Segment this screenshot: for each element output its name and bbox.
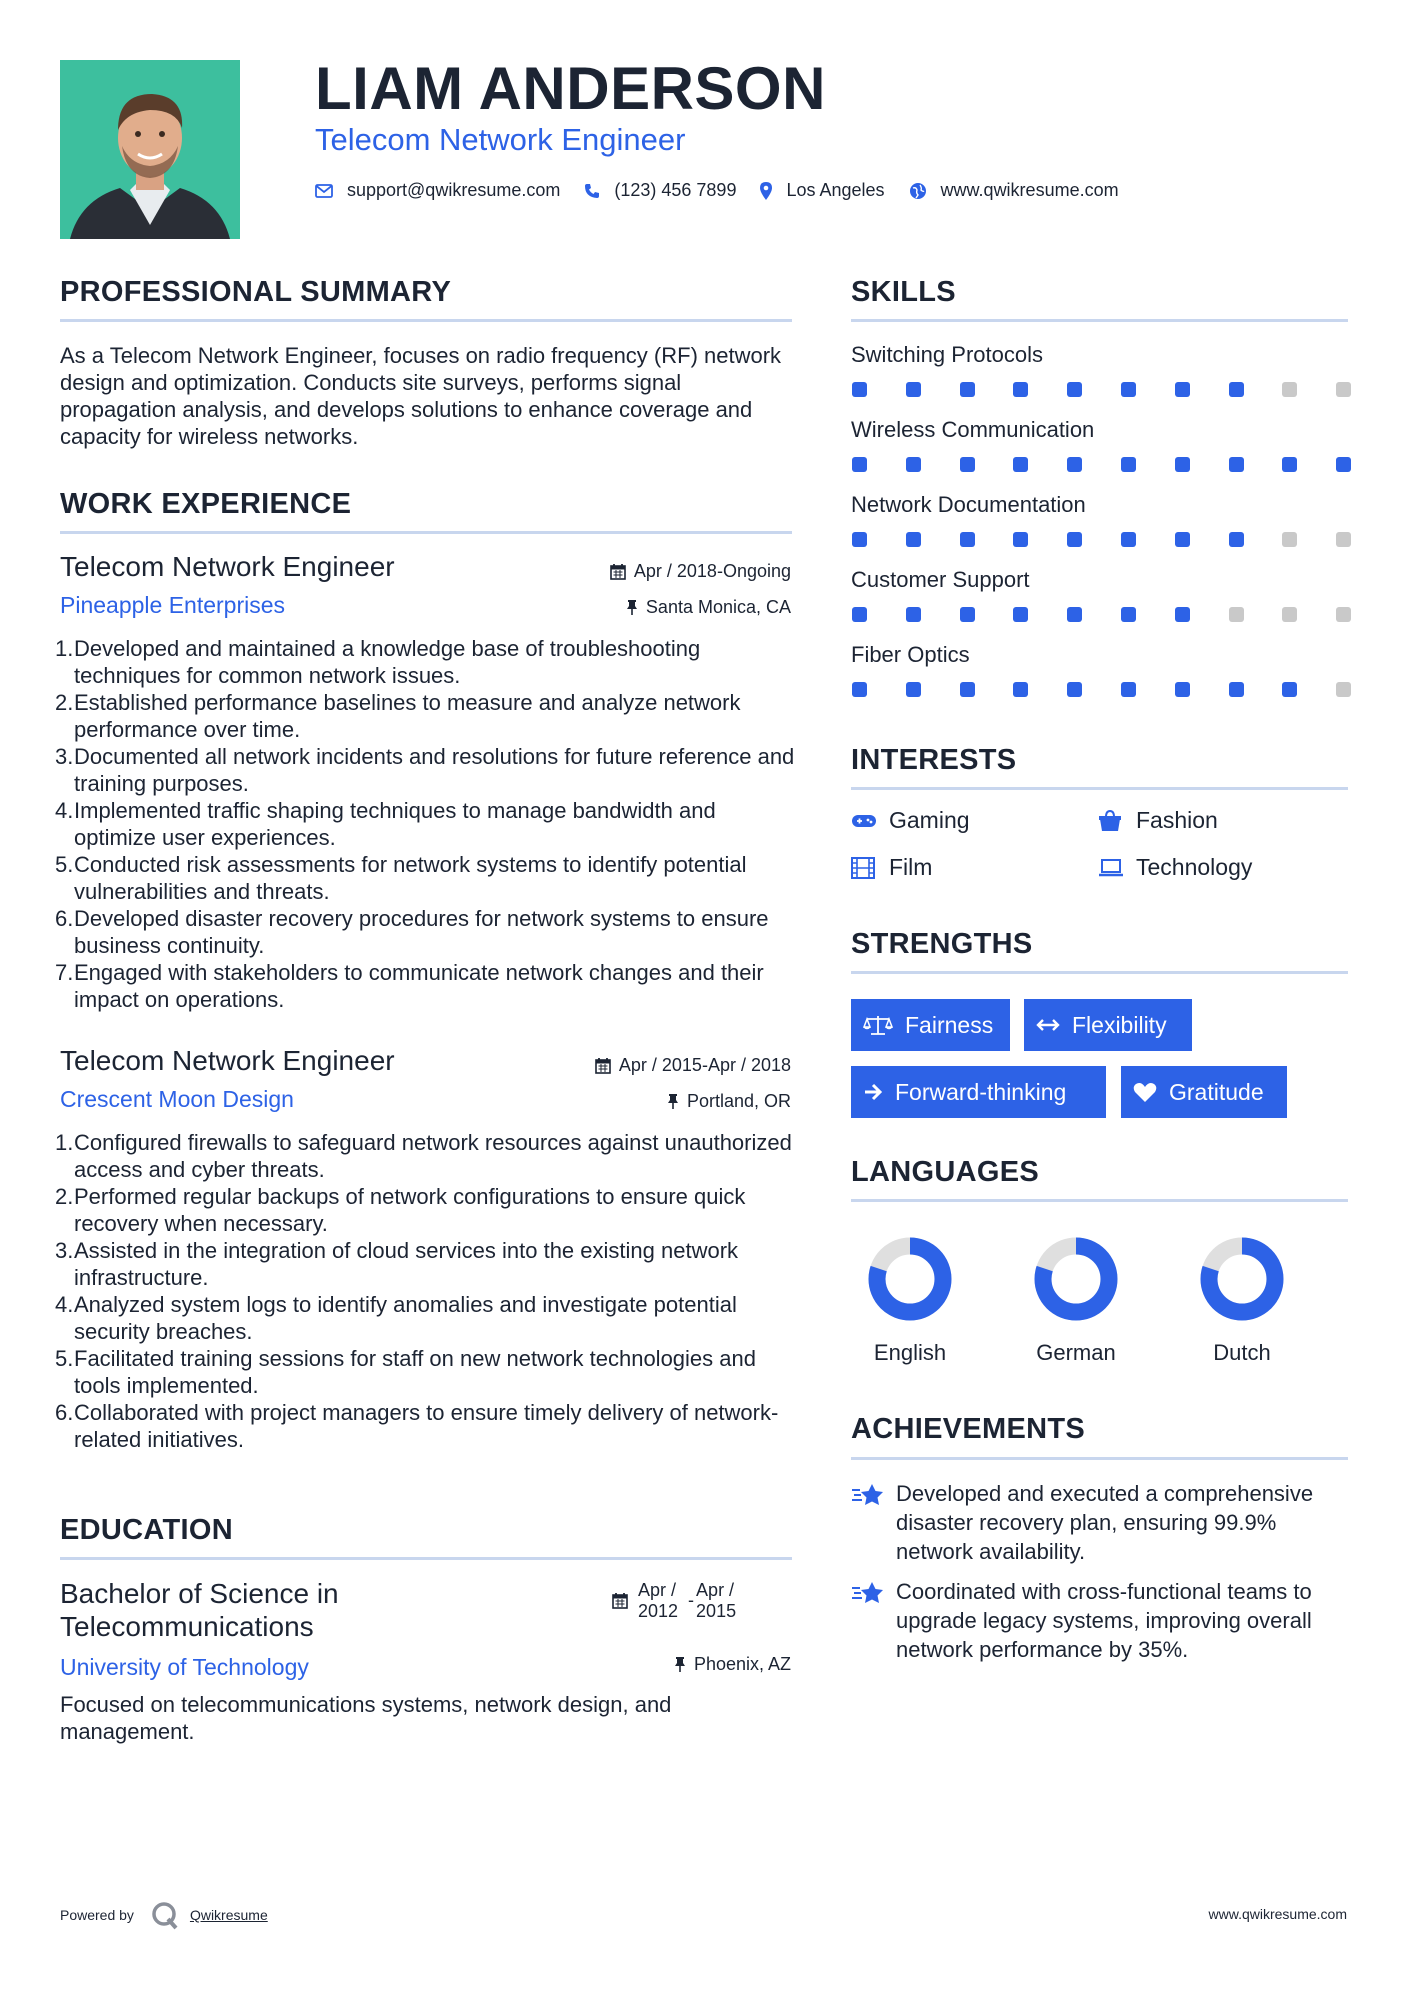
film-icon xyxy=(851,857,881,879)
rating-dot-filled xyxy=(1229,457,1244,472)
language-label: Dutch xyxy=(1213,1340,1271,1365)
rating-dot-filled xyxy=(1067,457,1082,472)
arrows-horizontal-icon xyxy=(1036,1018,1060,1032)
laptop-icon xyxy=(1098,859,1128,877)
language-chart xyxy=(1031,1234,1121,1329)
footer-powered-by xyxy=(60,1900,268,1930)
bullet-number: 6. xyxy=(55,1400,74,1425)
job-dates-text: Apr / 2015-Apr / 2018 xyxy=(618,1055,791,1075)
strength-label: Gratitude xyxy=(1169,1078,1264,1105)
job-location xyxy=(626,597,791,618)
rating-dot-filled xyxy=(906,457,921,472)
bullet-text: Developed disaster recovery procedures for network systems to ensure business continuity. xyxy=(74,906,769,958)
bullet-text: Developed and maintained a knowledge base of troubleshooting techniques for common network issues. xyxy=(74,636,701,688)
calendar-icon xyxy=(610,563,626,580)
rating-dot-filled xyxy=(906,682,921,697)
rating-dot-filled xyxy=(960,457,975,472)
strength-fairness xyxy=(851,999,1010,1051)
job-bullet xyxy=(55,851,795,905)
map-marker-icon xyxy=(760,182,772,200)
language-label: English xyxy=(873,1340,947,1365)
qwikresume-logo-icon xyxy=(150,1900,180,1930)
bullet-text: Facilitated training sessions for staff on new network technologies and tools implemented. xyxy=(74,1346,756,1398)
rating-dot-filled xyxy=(1229,382,1244,397)
rating-dot-filled xyxy=(1067,382,1082,397)
rating-dot-empty xyxy=(1282,532,1297,547)
rating-dot-filled xyxy=(1013,532,1028,547)
job-company: Crescent Moon Design xyxy=(60,1086,294,1112)
job-bullet xyxy=(55,1237,795,1291)
achievement-item xyxy=(851,1479,1351,1566)
powered-by-label: Powered by xyxy=(60,1907,134,1923)
rating-dot-filled xyxy=(852,532,867,547)
language-donut xyxy=(1031,1234,1121,1324)
edu-date-dash: - xyxy=(688,1590,695,1610)
interest-technology xyxy=(1098,854,1252,881)
rating-dot-filled xyxy=(1013,607,1028,622)
education-rule xyxy=(60,1557,792,1560)
job-dates xyxy=(610,561,791,582)
job-bullet xyxy=(55,635,795,689)
rating-dot-empty xyxy=(1336,382,1351,397)
globe-icon xyxy=(909,182,927,200)
job-dates-text: Apr / 2018-Ongoing xyxy=(633,561,791,581)
bullet-number: 7. xyxy=(55,960,74,985)
rating-dot-filled xyxy=(1121,607,1136,622)
job-title: Telecom Network Engineer xyxy=(60,1045,395,1076)
degree-line-1: Bachelor of Science in xyxy=(60,1578,339,1609)
rating-dot-empty xyxy=(1282,382,1297,397)
language-donut xyxy=(1197,1234,1287,1324)
interest-label: Gaming xyxy=(889,807,970,833)
bullet-number: 2. xyxy=(55,690,74,715)
bullet-number: 2. xyxy=(55,1184,74,1209)
skill-rating xyxy=(852,382,1351,397)
balance-scale-icon xyxy=(863,1014,893,1036)
summary-text: As a Telecom Network Engineer, focuses on radio frequency (RF) network design and optimization. Conducts site surveys, performs signal propagation analysis, and develops solutions to enhance coverage and capacity for wireless networks. xyxy=(60,343,782,449)
strength-label: Flexibility xyxy=(1072,1011,1167,1038)
bullet-number: 4. xyxy=(55,1292,74,1317)
interest-label: Technology xyxy=(1136,854,1253,880)
bullet-text: Established performance baselines to measure and analyze network performance over time. xyxy=(74,690,741,742)
skill-rating xyxy=(852,532,1351,547)
skill-name: Fiber Optics xyxy=(851,642,970,667)
rating-dot-filled xyxy=(852,382,867,397)
bullet-number: 4. xyxy=(55,798,74,823)
rating-dot-filled xyxy=(960,607,975,622)
contact-bar xyxy=(315,180,1143,201)
rating-dot-filled xyxy=(852,607,867,622)
rating-dot-filled xyxy=(1229,532,1244,547)
school-name: University of Technology xyxy=(60,1654,309,1680)
rating-dot-filled xyxy=(1282,457,1297,472)
bullet-number: 1. xyxy=(55,1130,74,1155)
bullet-number: 3. xyxy=(55,1238,74,1263)
contact-email[interactable]: support@qwikresume.com xyxy=(347,180,561,200)
interest-label: Film xyxy=(889,854,933,880)
rating-dot-filled xyxy=(852,457,867,472)
contact-phone[interactable]: (123) 456 7899 xyxy=(614,180,737,200)
achievement-item xyxy=(851,1577,1351,1664)
skill-name: Wireless Communication xyxy=(851,417,1095,442)
education-location-text: Phoenix, AZ xyxy=(693,1654,791,1674)
skill-name: Switching Protocols xyxy=(851,342,1043,367)
email-icon xyxy=(315,184,333,198)
arrow-right-icon xyxy=(863,1083,883,1101)
language-chart xyxy=(1197,1234,1287,1329)
bullet-text: Documented all network incidents and resolutions for future reference and training purposes. xyxy=(74,744,795,796)
calendar-icon xyxy=(595,1057,611,1074)
education-description: Focused on telecommunications systems, network design, and management. xyxy=(60,1692,672,1744)
summary-rule xyxy=(60,319,792,322)
job-bullet xyxy=(55,1345,795,1399)
strength-label: Fairness xyxy=(905,1011,994,1038)
footer-website[interactable]: www.qwikresume.com xyxy=(1208,1906,1347,1922)
languages-rule xyxy=(851,1199,1348,1202)
degree-line-2: Telecommunications xyxy=(60,1611,314,1642)
language-label: German xyxy=(1036,1340,1116,1365)
job-bullet-list xyxy=(55,1129,795,1453)
rating-dot-filled xyxy=(960,382,975,397)
language-chart xyxy=(865,1234,955,1329)
skill-rating xyxy=(852,457,1351,472)
job-bullet xyxy=(55,689,795,743)
rating-dot-empty xyxy=(1336,532,1351,547)
interest-film xyxy=(851,854,932,881)
job-bullet xyxy=(55,1291,795,1345)
rating-dot-filled xyxy=(1336,457,1351,472)
bullet-number: 5. xyxy=(55,852,74,877)
rating-dot-filled xyxy=(960,532,975,547)
strength-gratitude xyxy=(1121,1066,1287,1118)
rating-dot-filled xyxy=(1013,382,1028,397)
skill-rating xyxy=(852,607,1351,622)
bullet-text: Engaged with stakeholders to communicate network changes and their impact on operations. xyxy=(74,960,764,1012)
contact-location: Los Angeles xyxy=(786,180,885,200)
phone-icon xyxy=(584,183,600,199)
qwikresume-link[interactable]: Qwikresume xyxy=(189,1907,268,1923)
bullet-text: Conducted risk assessments for network systems to identify potential vulnerabilities and threats. xyxy=(74,852,747,904)
education-dates xyxy=(612,1580,736,1622)
rating-dot-filled xyxy=(906,382,921,397)
strength-flexibility xyxy=(1024,999,1192,1051)
rating-dot-filled xyxy=(1175,532,1190,547)
achievement-text: Developed and executed a comprehensive disaster recovery plan, ensuring 99.9% network availability. xyxy=(896,1481,1314,1564)
strength-label: Forward-thinking xyxy=(895,1078,1067,1105)
job-location-text: Portland, OR xyxy=(686,1091,791,1111)
skills-rule xyxy=(851,319,1348,322)
job-location-text: Santa Monica, CA xyxy=(645,597,791,617)
candidate-title: Telecom Network Engineer xyxy=(315,122,686,157)
summary-heading: PROFESSIONAL SUMMARY xyxy=(60,276,452,308)
job-bullet xyxy=(55,1399,795,1453)
strength-forward-thinking xyxy=(851,1066,1106,1118)
bullet-number: 6. xyxy=(55,906,74,931)
job-bullet xyxy=(55,797,795,851)
achievements-rule xyxy=(851,1457,1348,1460)
job-bullet xyxy=(55,1183,795,1237)
rating-dot-empty xyxy=(1229,607,1244,622)
rating-dot-filled xyxy=(1175,607,1190,622)
rating-dot-filled xyxy=(906,532,921,547)
job-bullet xyxy=(55,743,795,797)
bullet-text: Analyzed system logs to identify anomalies and investigate potential security breaches. xyxy=(74,1292,737,1344)
rating-dot-empty xyxy=(1282,607,1297,622)
shopping-bag-icon xyxy=(1098,810,1128,832)
skill-name: Customer Support xyxy=(851,567,1030,592)
job-title: Telecom Network Engineer xyxy=(60,551,395,582)
experience-rule xyxy=(60,531,792,534)
achievement-text: Coordinated with cross-functional teams to upgrade legacy systems, improving overall network performance by 35%. xyxy=(896,1579,1312,1662)
profile-photo xyxy=(60,60,240,239)
pushpin-icon xyxy=(674,1656,686,1673)
bullet-text: Performed regular backups of network configurations to ensure quick recovery when necessary. xyxy=(74,1184,746,1236)
education-heading: EDUCATION xyxy=(60,1514,233,1546)
bullet-text: Configured firewalls to safeguard network resources against unauthorized access and cyber threats. xyxy=(74,1130,792,1182)
bullet-number: 5. xyxy=(55,1346,74,1371)
bullet-number: 1. xyxy=(55,636,74,661)
edu-start-month: Apr / xyxy=(638,1580,677,1600)
strengths-heading: STRENGTHS xyxy=(851,928,1033,960)
skill-rating xyxy=(852,682,1351,697)
contact-website[interactable]: www.qwikresume.com xyxy=(940,180,1119,200)
gamepad-icon xyxy=(851,813,881,829)
rating-dot-filled xyxy=(906,607,921,622)
heart-icon xyxy=(1133,1082,1157,1103)
strengths-rule xyxy=(851,971,1348,974)
rating-dot-empty xyxy=(1336,682,1351,697)
rating-dot-filled xyxy=(1175,682,1190,697)
experience-heading: WORK EXPERIENCE xyxy=(60,488,352,520)
rating-dot-filled xyxy=(1067,607,1082,622)
pushpin-icon xyxy=(626,599,638,616)
star-award-icon xyxy=(851,1479,896,1566)
language-donut xyxy=(865,1234,955,1324)
job-bullet xyxy=(55,1129,795,1183)
pushpin-icon xyxy=(667,1093,679,1110)
interest-gaming xyxy=(851,807,970,834)
rating-dot-filled xyxy=(852,682,867,697)
languages-heading: LANGUAGES xyxy=(851,1156,1039,1188)
rating-dot-filled xyxy=(1282,682,1297,697)
candidate-name: LIAM ANDERSON xyxy=(315,55,826,122)
rating-dot-filled xyxy=(1067,682,1082,697)
bullet-text: Collaborated with project managers to ensure timely delivery of network-related initiatives. xyxy=(74,1400,779,1452)
job-bullet-list xyxy=(55,635,795,1013)
rating-dot-filled xyxy=(960,682,975,697)
job-location xyxy=(667,1091,791,1112)
interests-rule xyxy=(851,787,1348,790)
rating-dot-filled xyxy=(1175,457,1190,472)
rating-dot-filled xyxy=(1229,682,1244,697)
edu-end-year: 2015 xyxy=(696,1601,737,1621)
education-location xyxy=(674,1654,791,1675)
rating-dot-empty xyxy=(1336,607,1351,622)
rating-dot-filled xyxy=(1121,532,1136,547)
interests-heading: INTERESTS xyxy=(851,744,1017,776)
interest-label: Fashion xyxy=(1136,807,1218,833)
interest-fashion xyxy=(1098,807,1218,834)
rating-dot-filled xyxy=(1121,457,1136,472)
rating-dot-filled xyxy=(1013,457,1028,472)
star-award-icon xyxy=(851,1577,896,1664)
bullet-number: 3. xyxy=(55,744,74,769)
bullet-text: Implemented traffic shaping techniques to manage bandwidth and optimize user experiences. xyxy=(74,798,716,850)
job-company: Pineapple Enterprises xyxy=(60,592,286,618)
job-dates xyxy=(595,1055,791,1076)
job-bullet xyxy=(55,905,795,959)
rating-dot-filled xyxy=(1013,682,1028,697)
calendar-icon xyxy=(612,1592,628,1622)
edu-end-month: Apr / xyxy=(696,1580,735,1600)
skill-name: Network Documentation xyxy=(851,492,1086,517)
rating-dot-filled xyxy=(1067,532,1082,547)
bullet-text: Assisted in the integration of cloud services into the existing network infrastructure. xyxy=(74,1238,739,1290)
achievements-heading: ACHIEVEMENTS xyxy=(851,1413,1086,1445)
job-bullet xyxy=(55,959,795,1013)
rating-dot-filled xyxy=(1175,382,1190,397)
rating-dot-filled xyxy=(1121,682,1136,697)
skills-heading: SKILLS xyxy=(851,276,956,308)
edu-start-year: 2012 xyxy=(638,1601,679,1621)
rating-dot-filled xyxy=(1121,382,1136,397)
